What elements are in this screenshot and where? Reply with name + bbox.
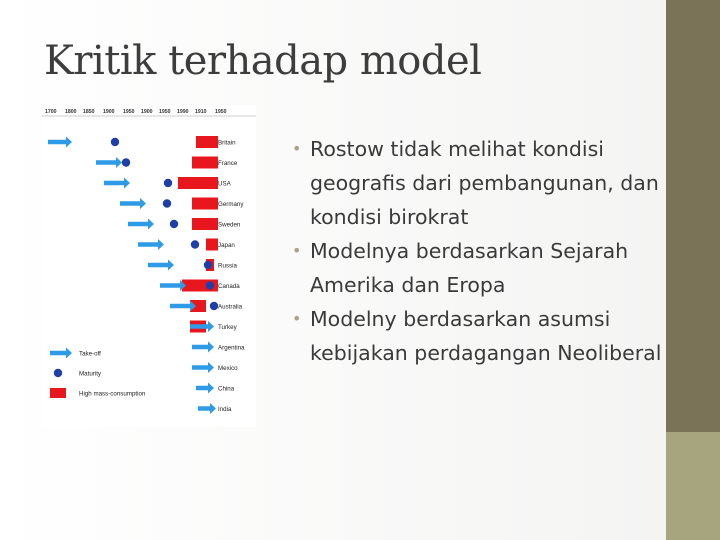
maturity-dot (206, 281, 214, 289)
legend-bar-icon (50, 388, 66, 398)
year-label: 1850 (83, 109, 95, 115)
country-label: France (218, 160, 238, 167)
bullet-dot-icon: • (292, 139, 302, 158)
country-label: Japan (218, 242, 235, 249)
bullet-dot-icon: • (292, 241, 302, 260)
bullet-item (292, 132, 664, 234)
maturity-dot (163, 199, 171, 207)
takeoff-arrow (48, 137, 72, 148)
takeoff-arrow (96, 157, 122, 168)
year-label: 1900 (141, 109, 153, 115)
consumption-bar (178, 177, 218, 189)
year-label: 1700 (45, 109, 57, 115)
year-label: 1990 (177, 109, 189, 115)
sidebar-bottom-bar (666, 432, 720, 540)
figure-svg (42, 105, 256, 427)
takeoff-arrow (196, 383, 214, 394)
country-label: Mexico (218, 365, 238, 372)
takeoff-arrow (148, 260, 174, 271)
year-label: 1950 (215, 109, 227, 115)
consumption-bar (196, 136, 218, 148)
legend-label: High mass-consumption (79, 390, 146, 398)
maturity-dot (170, 220, 178, 228)
country-label: Canada (218, 283, 240, 290)
takeoff-arrow (104, 178, 130, 189)
takeoff-arrow (120, 198, 146, 209)
legend-dot-icon (54, 369, 62, 377)
legend-label: Maturity (79, 370, 102, 378)
country-label: Sweden (218, 221, 241, 229)
maturity-dot (164, 179, 172, 187)
year-label: 1800 (65, 109, 77, 115)
country-label: Turkey (218, 324, 237, 331)
year-label: 1910 (195, 109, 207, 115)
country-label: Australia (218, 303, 243, 311)
stages-of-growth-figure (42, 105, 256, 427)
legend-label: Take-off (79, 350, 101, 358)
consumption-bar (192, 198, 218, 210)
consumption-bar (206, 239, 218, 251)
takeoff-arrow (198, 403, 216, 414)
maturity-dot (191, 240, 199, 248)
country-label: Russia (218, 262, 237, 270)
country-label: China (218, 385, 235, 393)
year-label: 1900 (103, 109, 115, 115)
bullet-text: Modelnya berdasarkan Sejarah Amerika dan Eropa (310, 239, 629, 297)
bullet-item (292, 302, 664, 370)
sidebar-top-bar (666, 0, 720, 432)
maturity-dot (204, 261, 212, 269)
year-label: 1950 (123, 109, 135, 115)
year-label: 1950 (159, 109, 171, 115)
consumption-bar (192, 218, 218, 230)
legend-arrow-icon (50, 348, 72, 359)
country-label: USA (218, 180, 231, 188)
maturity-dot (210, 302, 218, 310)
bullet-list (292, 132, 664, 370)
country-label: India (218, 406, 232, 413)
consumption-bar (192, 157, 218, 169)
country-label: Germany (218, 201, 244, 208)
maturity-dot (111, 138, 119, 146)
bullet-item (292, 234, 664, 302)
country-label: Britain (218, 139, 236, 147)
bullet-text: Rostow tidak melihat kondisi geografis dari pembangunan, dan kondisi birokrat (310, 137, 659, 229)
bullet-text: Modelny berdasarkan asumsi kebijakan perdagangan Neoliberal (310, 307, 662, 365)
takeoff-arrow (192, 342, 214, 353)
maturity-dot (122, 158, 130, 166)
country-label: Argentina (218, 344, 245, 352)
takeoff-arrow (128, 219, 154, 230)
takeoff-arrow (138, 239, 164, 250)
takeoff-arrow (192, 362, 214, 373)
bullet-dot-icon: • (292, 309, 302, 328)
slide-title: Kritik terhadap model (44, 38, 482, 84)
